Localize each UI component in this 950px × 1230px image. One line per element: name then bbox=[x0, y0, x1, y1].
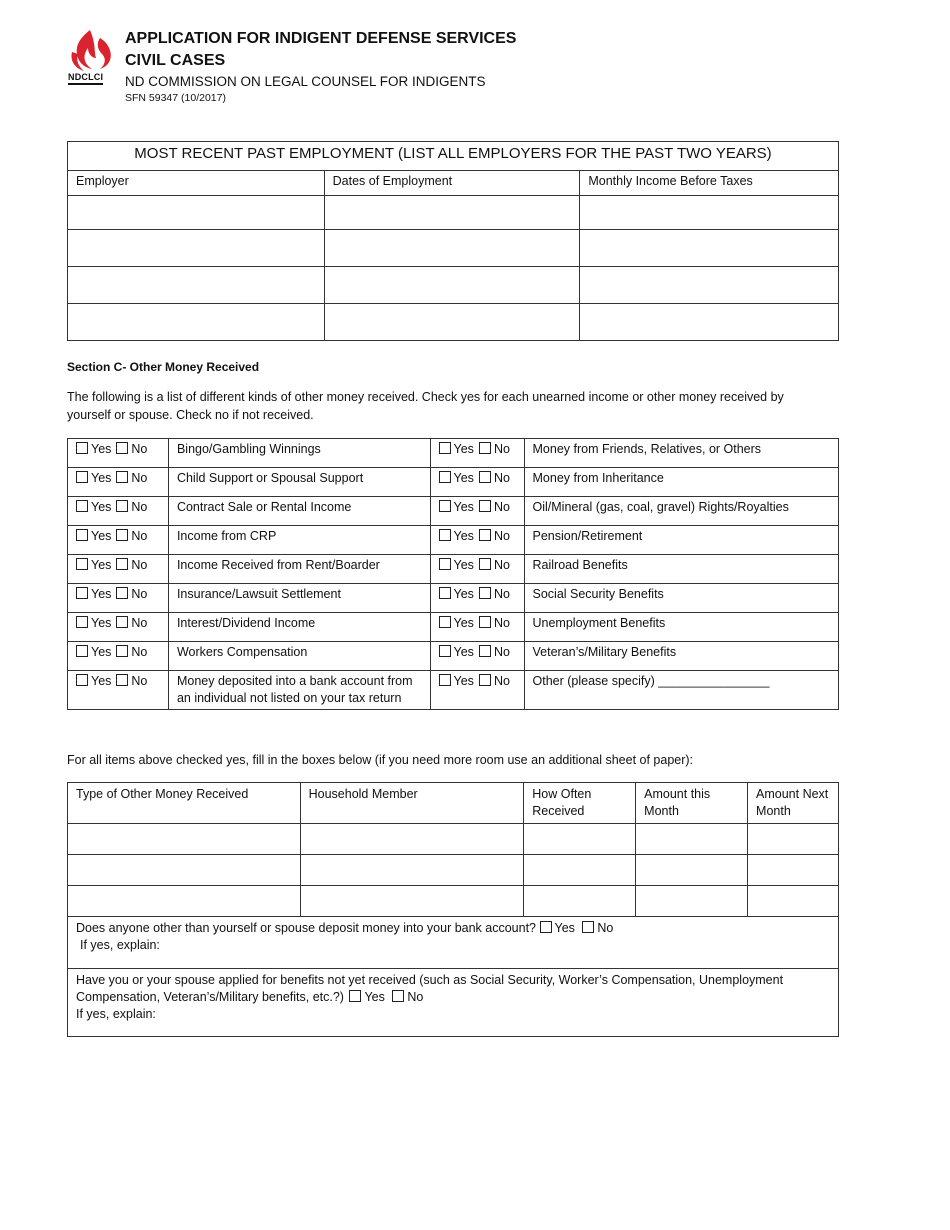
column-header-amount-next-month: Amount Next Month bbox=[748, 783, 839, 824]
right-yes-checkbox[interactable] bbox=[439, 645, 451, 657]
right-yes-checkbox[interactable] bbox=[439, 558, 451, 570]
right-no-checkbox[interactable] bbox=[479, 674, 491, 686]
no-label: No bbox=[407, 990, 424, 1004]
other-money-details-table bbox=[67, 782, 839, 1037]
type-field[interactable] bbox=[68, 886, 301, 917]
no-label: No bbox=[493, 442, 510, 456]
income-field[interactable] bbox=[580, 267, 839, 304]
form-number: SFN 59347 (10/2017) bbox=[125, 92, 226, 104]
yes-no-options bbox=[68, 642, 169, 671]
no-label: No bbox=[493, 471, 510, 485]
yes-no-options bbox=[430, 671, 524, 710]
left-yes-checkbox[interactable] bbox=[76, 529, 88, 541]
yes-no-options bbox=[430, 526, 524, 555]
no-label: No bbox=[493, 616, 510, 630]
yes-label: Yes bbox=[91, 442, 112, 456]
income-type-label: Child Support or Spousal Support bbox=[168, 468, 430, 497]
left-no-checkbox[interactable] bbox=[116, 558, 128, 570]
no-label: No bbox=[131, 442, 148, 456]
yes-label: Yes bbox=[91, 529, 112, 543]
yes-label: Yes bbox=[453, 587, 474, 601]
right-yes-checkbox[interactable] bbox=[439, 674, 451, 686]
income-type-row bbox=[68, 468, 839, 497]
no-label: No bbox=[493, 587, 510, 601]
yes-label: Yes bbox=[453, 558, 474, 572]
left-no-checkbox[interactable] bbox=[116, 616, 128, 628]
income-type-row bbox=[68, 671, 839, 710]
income-type-label: Bingo/Gambling Winnings bbox=[168, 439, 430, 468]
yes-no-options bbox=[68, 439, 169, 468]
yes-no-options bbox=[68, 468, 169, 497]
column-header-how-often: How Often Received bbox=[524, 783, 636, 824]
income-type-label: Money deposited into a bank account from an individual not listed on your tax return bbox=[168, 671, 430, 710]
left-no-checkbox[interactable] bbox=[116, 645, 128, 657]
income-type-label: Oil/Mineral (gas, coal, gravel) Rights/Royalties bbox=[524, 497, 839, 526]
pending-benefits-no-checkbox[interactable] bbox=[392, 990, 404, 1002]
yes-label: Yes bbox=[554, 921, 575, 935]
income-type-row bbox=[68, 555, 839, 584]
form-header bbox=[66, 28, 886, 118]
yes-no-options bbox=[68, 671, 169, 710]
left-no-checkbox[interactable] bbox=[116, 471, 128, 483]
employer-field[interactable] bbox=[68, 267, 325, 304]
yes-no-options bbox=[430, 468, 524, 497]
left-yes-checkbox[interactable] bbox=[76, 587, 88, 599]
yes-label: Yes bbox=[91, 674, 112, 688]
income-type-label: Workers Compensation bbox=[168, 642, 430, 671]
amount-next-month-field[interactable] bbox=[748, 886, 839, 917]
income-type-label: Unemployment Benefits bbox=[524, 613, 839, 642]
type-field[interactable] bbox=[68, 855, 301, 886]
column-header-amount-this-month: Amount this Month bbox=[636, 783, 748, 824]
employer-field[interactable] bbox=[68, 230, 325, 267]
right-yes-checkbox[interactable] bbox=[439, 500, 451, 512]
frequency-field[interactable] bbox=[524, 886, 636, 917]
no-label: No bbox=[131, 616, 148, 630]
income-type-label: Money from Friends, Relatives, or Others bbox=[524, 439, 839, 468]
employer-field[interactable] bbox=[68, 304, 325, 341]
pending-benefits-yes-checkbox[interactable] bbox=[349, 990, 361, 1002]
left-yes-checkbox[interactable] bbox=[76, 674, 88, 686]
income-type-label: Railroad Benefits bbox=[524, 555, 839, 584]
right-no-checkbox[interactable] bbox=[479, 471, 491, 483]
left-no-checkbox[interactable] bbox=[116, 587, 128, 599]
dates-field[interactable] bbox=[324, 304, 580, 341]
frequency-field[interactable] bbox=[524, 855, 636, 886]
form-title: APPLICATION FOR INDIGENT DEFENSE SERVICES bbox=[125, 30, 517, 47]
employer-field[interactable] bbox=[68, 196, 325, 230]
income-type-label: Money from Inheritance bbox=[524, 468, 839, 497]
yes-no-options bbox=[68, 613, 169, 642]
no-label: No bbox=[493, 645, 510, 659]
yes-label: Yes bbox=[453, 500, 474, 514]
no-label: No bbox=[131, 674, 148, 688]
other-money-table bbox=[67, 438, 839, 710]
agency-name: ND COMMISSION ON LEGAL COUNSEL FOR INDIGENTS bbox=[125, 74, 486, 89]
dates-field[interactable] bbox=[324, 196, 580, 230]
right-no-checkbox[interactable] bbox=[479, 558, 491, 570]
column-header-type: Type of Other Money Received bbox=[68, 783, 301, 824]
yes-no-options bbox=[68, 555, 169, 584]
yes-label: Yes bbox=[91, 558, 112, 572]
no-label: No bbox=[131, 471, 148, 485]
yes-no-options bbox=[430, 584, 524, 613]
yes-label: Yes bbox=[453, 529, 474, 543]
fill-instructions: For all items above checked yes, fill in the boxes below (if you need more room use an additional sheet of paper): bbox=[67, 753, 694, 767]
member-field[interactable] bbox=[300, 824, 524, 855]
income-field[interactable] bbox=[580, 230, 839, 267]
income-type-label: Interest/Dividend Income bbox=[168, 613, 430, 642]
form-subtitle: CIVIL CASES bbox=[125, 52, 226, 69]
right-yes-checkbox[interactable] bbox=[439, 587, 451, 599]
no-label: No bbox=[493, 529, 510, 543]
no-label: No bbox=[131, 558, 148, 572]
bank-deposit-no-checkbox[interactable] bbox=[582, 921, 594, 933]
column-header-household-member: Household Member bbox=[300, 783, 524, 824]
right-no-checkbox[interactable] bbox=[479, 529, 491, 541]
amount-this-month-field[interactable] bbox=[636, 855, 748, 886]
yes-label: Yes bbox=[91, 616, 112, 630]
right-yes-checkbox[interactable] bbox=[439, 616, 451, 628]
yes-label: Yes bbox=[453, 616, 474, 630]
income-type-row bbox=[68, 439, 839, 468]
amount-this-month-field[interactable] bbox=[636, 824, 748, 855]
section-c-title: Section C- Other Money Received bbox=[67, 360, 260, 374]
no-label: No bbox=[493, 558, 510, 572]
income-type-row bbox=[68, 497, 839, 526]
income-type-row bbox=[68, 584, 839, 613]
no-label: No bbox=[131, 587, 148, 601]
right-no-checkbox[interactable] bbox=[479, 442, 491, 454]
yes-no-options bbox=[430, 642, 524, 671]
yes-label: Yes bbox=[91, 645, 112, 659]
employment-table bbox=[67, 141, 839, 341]
right-yes-checkbox[interactable] bbox=[439, 442, 451, 454]
income-field[interactable] bbox=[580, 196, 839, 230]
left-yes-checkbox[interactable] bbox=[76, 471, 88, 483]
right-yes-checkbox[interactable] bbox=[439, 529, 451, 541]
dates-field[interactable] bbox=[324, 267, 580, 304]
income-type-row bbox=[68, 526, 839, 555]
section-c-description: The following is a list of different kinds of other money received. Check yes for each unearned income or other money received by yourself or spouse. Check no if not received. bbox=[67, 390, 784, 422]
income-type-label: Pension/Retirement bbox=[524, 526, 839, 555]
member-field[interactable] bbox=[300, 855, 524, 886]
no-label: No bbox=[493, 674, 510, 688]
yes-label: Yes bbox=[453, 442, 474, 456]
dates-field[interactable] bbox=[324, 230, 580, 267]
income-type-row bbox=[68, 642, 839, 671]
yes-label: Yes bbox=[453, 471, 474, 485]
yes-no-options bbox=[430, 555, 524, 584]
no-label: No bbox=[131, 645, 148, 659]
amount-next-month-field[interactable] bbox=[748, 824, 839, 855]
income-type-label: Income Received from Rent/Boarder bbox=[168, 555, 430, 584]
pending-benefits-question bbox=[68, 969, 839, 1037]
left-yes-checkbox[interactable] bbox=[76, 558, 88, 570]
yes-label: Yes bbox=[91, 500, 112, 514]
bank-deposit-yes-checkbox[interactable] bbox=[540, 921, 552, 933]
type-field[interactable] bbox=[68, 824, 301, 855]
income-type-label: Veteran’s/Military Benefits bbox=[524, 642, 839, 671]
yes-label: Yes bbox=[91, 471, 112, 485]
right-no-checkbox[interactable] bbox=[479, 500, 491, 512]
left-yes-checkbox[interactable] bbox=[76, 442, 88, 454]
yes-label: Yes bbox=[364, 990, 385, 1004]
bank-deposit-question bbox=[68, 917, 839, 969]
right-no-checkbox[interactable] bbox=[479, 645, 491, 657]
income-type-label: Contract Sale or Rental Income bbox=[168, 497, 430, 526]
left-no-checkbox[interactable] bbox=[116, 442, 128, 454]
bank-deposit-explain-label: If yes, explain: bbox=[80, 938, 160, 952]
logo-text: NDCLCI bbox=[68, 72, 104, 82]
column-header-monthly-income: Monthly Income Before Taxes bbox=[580, 171, 839, 196]
column-header-employer: Employer bbox=[68, 171, 325, 196]
no-label: No bbox=[131, 500, 148, 514]
column-header-dates: Dates of Employment bbox=[324, 171, 580, 196]
yes-no-options bbox=[68, 526, 169, 555]
right-no-checkbox[interactable] bbox=[479, 587, 491, 599]
right-yes-checkbox[interactable] bbox=[439, 471, 451, 483]
employment-caption: MOST RECENT PAST EMPLOYMENT (LIST ALL EMPLOYERS FOR THE PAST TWO YEARS) bbox=[68, 142, 839, 171]
left-no-checkbox[interactable] bbox=[116, 500, 128, 512]
left-yes-checkbox[interactable] bbox=[76, 645, 88, 657]
income-type-label: Social Security Benefits bbox=[524, 584, 839, 613]
frequency-field[interactable] bbox=[524, 824, 636, 855]
income-field[interactable] bbox=[580, 304, 839, 341]
yes-no-options bbox=[430, 613, 524, 642]
yes-label: Yes bbox=[91, 587, 112, 601]
yes-no-options bbox=[68, 497, 169, 526]
flame-icon bbox=[66, 28, 114, 72]
yes-label: Yes bbox=[453, 674, 474, 688]
amount-next-month-field[interactable] bbox=[748, 855, 839, 886]
yes-label: Yes bbox=[453, 645, 474, 659]
right-no-checkbox[interactable] bbox=[479, 616, 491, 628]
ndclci-logo bbox=[66, 28, 114, 86]
yes-no-options bbox=[430, 439, 524, 468]
no-label: No bbox=[131, 529, 148, 543]
no-label: No bbox=[493, 500, 510, 514]
income-type-label: Insurance/Lawsuit Settlement bbox=[168, 584, 430, 613]
income-type-row bbox=[68, 613, 839, 642]
left-yes-checkbox[interactable] bbox=[76, 500, 88, 512]
no-label: No bbox=[597, 921, 614, 935]
left-no-checkbox[interactable] bbox=[116, 529, 128, 541]
bank-deposit-question-text: Does anyone other than yourself or spouse deposit money into your bank account? bbox=[76, 921, 537, 935]
amount-this-month-field[interactable] bbox=[636, 886, 748, 917]
left-yes-checkbox[interactable] bbox=[76, 616, 88, 628]
member-field[interactable] bbox=[300, 886, 524, 917]
pending-benefits-question-text: Have you or your spouse applied for benefits not yet received (such as Social Security, Worker’s Compensation, Unemployment Compensation, Veteran’s/Military benefits, etc.?) bbox=[76, 973, 784, 1004]
pending-benefits-explain-label: If yes, explain: bbox=[76, 1007, 156, 1021]
income-type-label: Income from CRP bbox=[168, 526, 430, 555]
yes-no-options bbox=[430, 497, 524, 526]
yes-no-options bbox=[68, 584, 169, 613]
left-no-checkbox[interactable] bbox=[116, 674, 128, 686]
income-type-label: Other (please specify) ________________ bbox=[524, 671, 839, 710]
